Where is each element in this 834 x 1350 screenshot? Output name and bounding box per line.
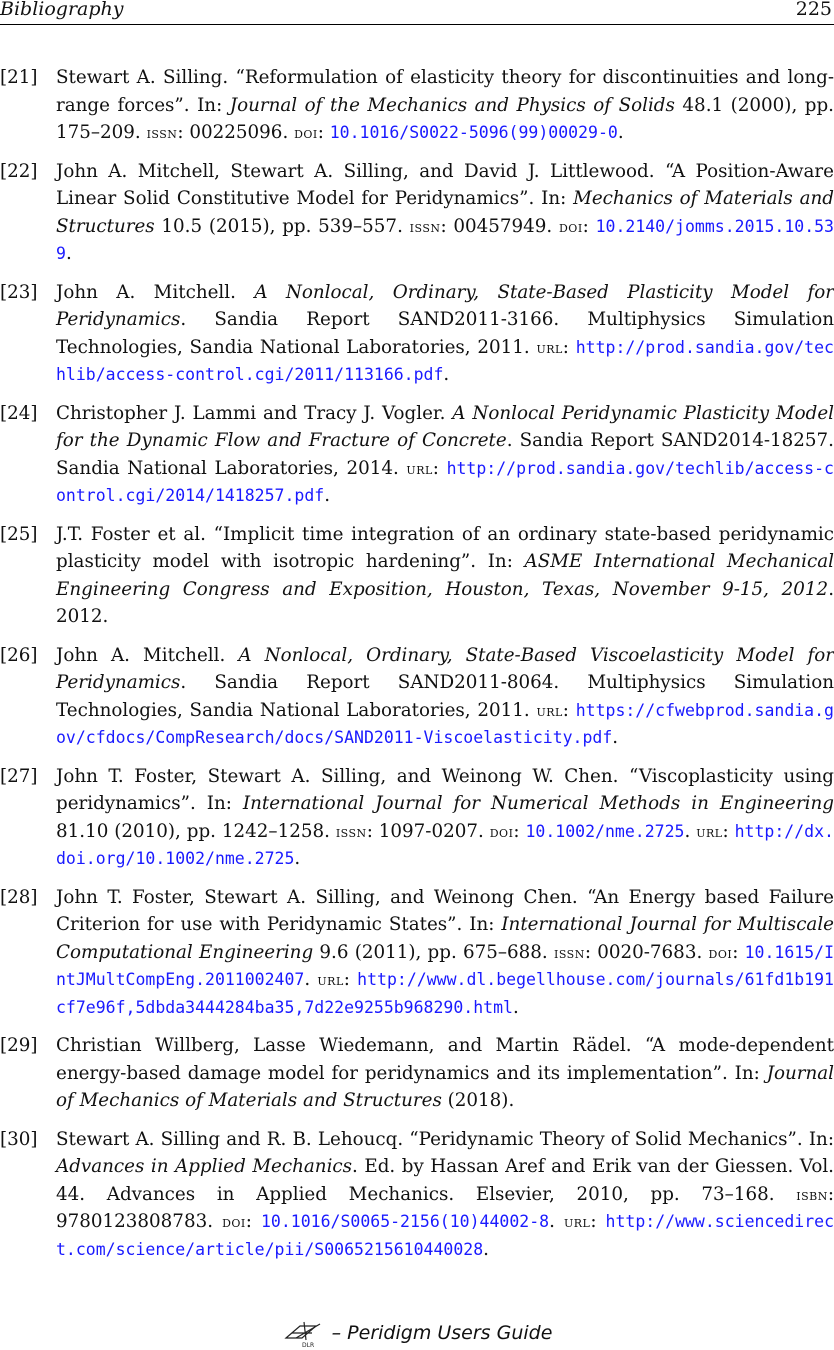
reference-text-run: : bbox=[722, 820, 735, 842]
reference-title-italic: International Journal for Numerical Methods in Engineering bbox=[242, 793, 834, 814]
reference-field-label: url bbox=[563, 1212, 591, 1231]
reference-entry bbox=[0, 1032, 834, 1115]
reference-text-run: : 9780123808783. bbox=[56, 1183, 834, 1232]
reference-number: [23] bbox=[0, 281, 38, 303]
reference-number: [28] bbox=[0, 886, 38, 908]
reference-entry bbox=[0, 400, 834, 510]
reference-field-label: issn bbox=[146, 123, 178, 142]
reference-field-label: doi bbox=[489, 821, 514, 841]
reference-number: [24] bbox=[0, 402, 38, 424]
reference-field-label: url bbox=[536, 337, 563, 357]
reference-entry bbox=[0, 763, 834, 873]
reference-text-run: . bbox=[617, 122, 624, 143]
reference-title-italic: Journal of the Mechanics and Physics of Solids bbox=[229, 94, 675, 116]
reference-text-run: 81.10 (2010), pp. 1242–1258. bbox=[56, 820, 336, 842]
reference-text-run: Christopher J. Lammi and Tracy J. Vogler. bbox=[56, 402, 453, 424]
reference-text-run: : 0020-7683. bbox=[584, 941, 709, 963]
reference-text-run: . bbox=[483, 1238, 489, 1260]
reference-field-label: doi bbox=[222, 1212, 246, 1231]
reference-link[interactable]: 10.2140/jomms.2015.10.539 bbox=[56, 216, 834, 263]
reference-text-run: . bbox=[324, 485, 331, 506]
page-footer bbox=[0, 1318, 834, 1348]
reference-entry bbox=[0, 279, 834, 389]
reference-text-run: J.T. Foster et al. “Implicit time integration of an ordinary state-based peridynamic plasticity model with isotropic hardening”. In: bbox=[56, 523, 834, 572]
reference-text bbox=[56, 400, 834, 510]
reference-text-run: 48.1 (2000), pp. 175–209. bbox=[56, 94, 834, 143]
reference-text-run: : bbox=[582, 215, 596, 237]
reference-link[interactable]: http://www.sciencedirect.com/science/article/pii/S0065215610440028 bbox=[56, 1212, 834, 1259]
reference-link[interactable]: http://prod.sandia.gov/techlib/access-control.cgi/2011/113166.pdf bbox=[56, 337, 834, 384]
reference-text-run: . Sandia Report SAND2011-8064. Multiphysics Simulation Technologies, Sandia National Laboratories, 2011. bbox=[56, 672, 834, 721]
footer-title: – Peridigm Users Guide bbox=[331, 1322, 553, 1344]
reference-field-label: url bbox=[406, 458, 433, 478]
reference-entry bbox=[0, 64, 834, 147]
reference-link[interactable]: http://prod.sandia.gov/techlib/access-control.cgi/2014/1418257.pdf bbox=[56, 458, 834, 505]
reference-text-run: : bbox=[317, 122, 330, 143]
reference-text-run: (2018). bbox=[441, 1090, 515, 1111]
reference-text bbox=[56, 884, 834, 1022]
reference-link[interactable]: 10.1016/S0065-2156(10)44002-8 bbox=[260, 1212, 550, 1231]
reference-text-run: : bbox=[513, 820, 526, 842]
reference-text-run: : bbox=[343, 969, 358, 990]
reference-title-italic: Mechanics of Materials and Structures bbox=[56, 188, 834, 237]
reference-link[interactable]: 10.1016/S0022-5096(99)00029-0 bbox=[329, 123, 618, 142]
reference-text-run: Christian Willberg, Lasse Wiedemann, and Martin Rädel. “A mode-dependent energy-based damage model for peridynamics and its implementation”. In: bbox=[56, 1035, 834, 1084]
reference-text-run: : 00457949. bbox=[440, 215, 559, 237]
reference-number: [25] bbox=[0, 523, 38, 545]
reference-field-label: issn bbox=[409, 216, 441, 236]
reference-text bbox=[56, 763, 834, 873]
reference-text bbox=[56, 1032, 834, 1115]
reference-text-run: Stewart A. Silling and R. B. Lehoucq. “Peridynamic Theory of Solid Mechanics”. In: bbox=[56, 1128, 834, 1150]
reference-title-italic: A Nonlocal, Ordinary, State-Based Viscoelasticity Model for Peridynamics bbox=[56, 644, 834, 693]
reference-field-label: doi bbox=[558, 216, 583, 236]
reference-field-label: doi bbox=[708, 942, 733, 962]
reference-text-run: : bbox=[562, 336, 576, 358]
running-title: Bibliography bbox=[0, 0, 124, 20]
reference-text-run: . bbox=[549, 1211, 564, 1232]
reference-text-run: John A. Mitchell. bbox=[56, 644, 239, 666]
reference-text-run: John T. Foster, Stewart A. Silling, and Weinong W. Chen. “Viscoplasticity using peridynamics”. In: bbox=[56, 765, 834, 814]
reference-text bbox=[56, 279, 834, 389]
reference-text bbox=[56, 1126, 834, 1264]
reference-entry bbox=[0, 1126, 834, 1264]
reference-text-run: : bbox=[732, 941, 745, 963]
reference-text-run: . bbox=[294, 848, 301, 869]
reference-field-label: issn bbox=[335, 821, 367, 841]
reference-title-italic: A Nonlocal, Ordinary, State-Based Plasticity Model for Peridynamics bbox=[56, 281, 834, 330]
reference-text bbox=[56, 158, 834, 268]
reference-text-run: Stewart A. Silling. “Reformulation of elasticity theory for discontinuities and long-range forces”. In: bbox=[56, 67, 834, 116]
reference-text-run: : 00225096. bbox=[177, 122, 295, 143]
reference-text-run: . 2012. bbox=[56, 578, 834, 627]
reference-text-run: : bbox=[432, 457, 447, 479]
reference-text-run: . bbox=[443, 364, 450, 385]
reference-field-label: doi bbox=[294, 123, 318, 142]
reference-field-label: isbn bbox=[796, 1184, 828, 1204]
reference-text bbox=[56, 64, 834, 147]
reference-number: [22] bbox=[0, 160, 38, 182]
reference-text-run: . bbox=[512, 996, 519, 1018]
bibliography-list bbox=[0, 64, 834, 1274]
reference-text-run: 10.5 (2015), pp. 539–557. bbox=[154, 215, 410, 237]
dlr-logo-icon bbox=[282, 1318, 326, 1348]
reference-text bbox=[56, 642, 834, 752]
reference-entry bbox=[0, 642, 834, 752]
reference-number: [26] bbox=[0, 644, 38, 666]
reference-title-italic: Advances in Applied Mechanics bbox=[56, 1156, 353, 1177]
reference-title-italic: A Nonlocal Peridynamic Plasticity Model for the Dynamic Flow and Fracture of Concrete bbox=[56, 402, 834, 451]
reference-field-label: url bbox=[317, 970, 344, 989]
reference-text bbox=[56, 521, 834, 631]
dlr-logo-text: DLR bbox=[301, 1342, 314, 1348]
reference-text-run: . bbox=[684, 820, 697, 842]
reference-field-label: url bbox=[696, 821, 723, 841]
reference-link[interactable]: 10.1615/IntJMultCompEng.2011002407 bbox=[56, 942, 834, 989]
reference-text-run: John A. Mitchell, Stewart A. Silling, and David J. Littlewood. “A Position-Aware Linear Solid Constitutive Model for Peridynamics”. In: bbox=[56, 160, 834, 209]
reference-text-run: . Ed. by Hassan Aref and Erik van der Giessen. Vol. 44. Advances in Applied Mechanics. Elsevier, 2010, pp. 73–168. bbox=[56, 1156, 834, 1205]
reference-text-run: . bbox=[65, 243, 72, 264]
reference-entry bbox=[0, 884, 834, 1022]
reference-text-run: John A. Mitchell. bbox=[56, 281, 255, 303]
reference-title-italic: ASME International Mechanical Engineering Congress and Exposition, Houston, Texas, November 9-15, 2012 bbox=[56, 551, 834, 600]
page-header bbox=[0, 0, 834, 25]
reference-title-italic: Journal of Mechanics of Materials and Structures bbox=[56, 1062, 834, 1111]
reference-text-run: . bbox=[612, 727, 619, 748]
reference-number: [27] bbox=[0, 765, 38, 787]
reference-text-run: 9.6 (2011), pp. 675–688. bbox=[313, 941, 554, 963]
reference-link[interactable]: https://cfwebprod.sandia.gov/cfdocs/CompResearch/docs/SAND2011-Viscoelasticity.pdf bbox=[56, 700, 834, 747]
reference-entry bbox=[0, 158, 834, 268]
reference-link[interactable]: http://dx.doi.org/10.1002/nme.2725 bbox=[56, 821, 834, 868]
reference-link[interactable]: http://www.dl.begellhouse.com/journals/61fd1b191cf7e96f,5dbda3444284ba35,7d22e9255b968290.html bbox=[56, 970, 834, 1017]
reference-field-label: issn bbox=[553, 942, 585, 962]
reference-entry bbox=[0, 521, 834, 631]
reference-text-run: . Sandia Report SAND2014-18257. Sandia National Laboratories, 2014. bbox=[56, 430, 834, 479]
reference-text-run: John T. Foster, Stewart A. Silling, and Weinong Chen. “An Energy based Failure Criterion for use with Peridynamic States”. In: bbox=[56, 886, 834, 935]
reference-text-run: : bbox=[562, 699, 576, 721]
page-number: 225 bbox=[795, 0, 832, 20]
reference-title-italic: International Journal for Multiscale Computational Engineering bbox=[56, 914, 834, 963]
reference-field-label: url bbox=[536, 700, 563, 720]
reference-text-run: : 1097-0207. bbox=[366, 820, 490, 842]
reference-number: [29] bbox=[0, 1035, 38, 1056]
reference-link[interactable]: 10.1002/nme.2725 bbox=[525, 821, 685, 841]
reference-number: [21] bbox=[0, 67, 38, 88]
reference-text-run: . bbox=[304, 969, 318, 990]
reference-number: [30] bbox=[0, 1128, 38, 1150]
reference-text-run: : bbox=[590, 1211, 606, 1232]
reference-text-run: : bbox=[245, 1211, 261, 1232]
reference-text-run: . Sandia Report SAND2011-3166. Multiphysics Simulation Technologies, Sandia National Laboratories, 2011. bbox=[56, 309, 834, 358]
